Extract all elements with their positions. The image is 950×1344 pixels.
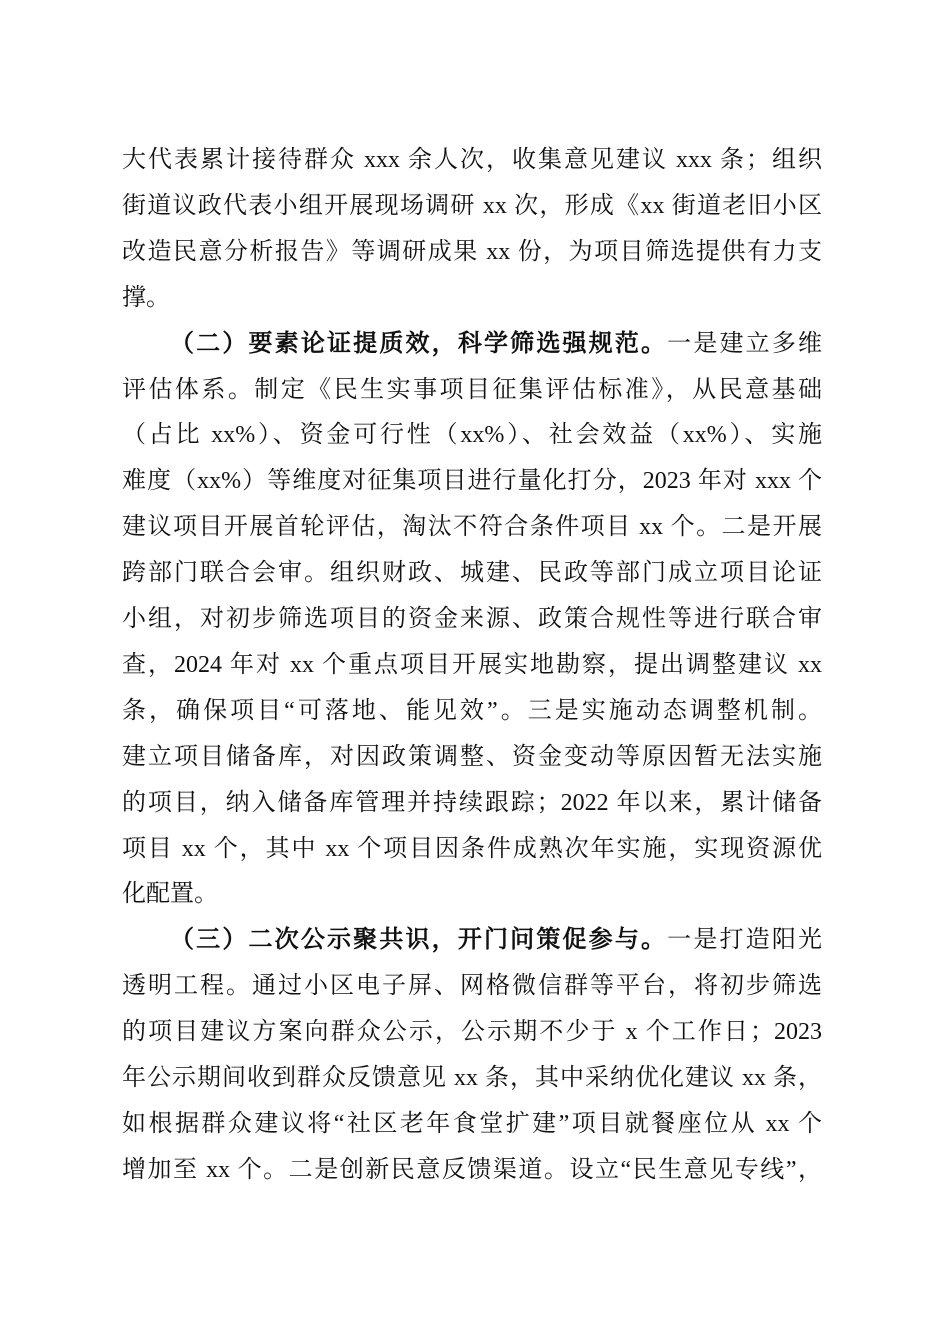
line-text: 撑。 bbox=[122, 284, 170, 311]
section-heading: （三）二次公示聚共识，开门问策促参与。 bbox=[170, 927, 668, 954]
line-text: 难度（xx%）等维度对征集项目进行量化打分，2023 年对 xxx 个 bbox=[122, 468, 822, 495]
line-text: 改造民意分析报告》等调研成果 xx 份，为项目筛选提供有力支 bbox=[122, 238, 822, 265]
paragraph-line bbox=[122, 1016, 822, 1048]
line-text: 查，2024 年对 xx 个重点项目开展实地勘察，提出调整建议 xx bbox=[122, 651, 822, 678]
line-text: 街道议政代表小组开展现场调研 xx 次，形成《xx 街道老旧小区 bbox=[122, 192, 822, 219]
paragraph-line bbox=[122, 190, 822, 222]
line-text: 一是建立多维 bbox=[667, 330, 823, 357]
paragraph-line bbox=[122, 557, 822, 589]
line-text: 的项目建议方案向群众公示，公示期不少于 x 个工作日；2023 bbox=[122, 1019, 822, 1046]
line-text: 建立项目储备库，对因政策调整、资金变动等原因暂无法实施 bbox=[122, 743, 822, 770]
paragraph-line bbox=[122, 878, 822, 910]
line-text: 如根据群众建议将“社区老年食堂扩建”项目就餐座位从 xx 个 bbox=[122, 1110, 822, 1137]
paragraph-line bbox=[122, 603, 822, 635]
line-text: 条，确保项目“可落地、能见效”。三是实施动态调整机制。 bbox=[122, 697, 822, 724]
paragraph-line bbox=[122, 695, 822, 727]
paragraph-line bbox=[122, 1154, 822, 1186]
line-text: 的项目，纳入储备库管理并持续跟踪；2022 年以来，累计储备 bbox=[122, 789, 822, 816]
line-text: 增加至 xx 个。二是创新民意反馈渠道。设立“民生意见专线”， bbox=[122, 1156, 822, 1183]
section-heading-line bbox=[170, 328, 822, 360]
paragraph-line bbox=[122, 465, 822, 497]
paragraph-line bbox=[122, 282, 822, 314]
paragraph-line bbox=[122, 236, 822, 268]
paragraph-line bbox=[122, 1108, 822, 1140]
line-text: 大代表累计接待群众 xxx 余人次，收集意见建议 xxx 条；组织 bbox=[122, 147, 822, 173]
line-text: 跨部门联合会审。组织财政、城建、民政等部门成立项目论证 bbox=[122, 560, 822, 587]
line-text: 年公示期间收到群众反馈意见 xx 条，其中采纳优化建议 xx 条， bbox=[122, 1065, 822, 1091]
line-text: 小组，对初步筛选项目的资金来源、政策合规性等进行联合审 bbox=[122, 606, 822, 632]
line-text: 一是打造阳光 bbox=[667, 927, 823, 954]
line-text: 评估体系。制定《民生实事项目征集评估标准》，从民意基础 bbox=[122, 376, 822, 403]
paragraph-line bbox=[122, 787, 822, 819]
paragraph-line bbox=[122, 970, 822, 1002]
line-text: 建议项目开展首轮评估，淘汰不符合条件项目 xx 个。二是开展 bbox=[122, 514, 822, 541]
line-text: 透明工程。通过小区电子屏、网格微信群等平台，将初步筛选 bbox=[122, 973, 822, 1000]
paragraph-line bbox=[122, 374, 822, 406]
paragraph-line bbox=[122, 833, 822, 865]
section-heading: （二）要素论证提质效，科学筛选强规范。 bbox=[170, 330, 668, 357]
line-text: 化配置。 bbox=[122, 881, 218, 908]
paragraph-line bbox=[122, 511, 822, 543]
paragraph-line bbox=[122, 419, 822, 451]
paragraph-line bbox=[122, 649, 822, 681]
paragraph-line bbox=[122, 144, 822, 176]
line-text: 项目 xx 个，其中 xx 个项目因条件成熟次年实施，实现资源优 bbox=[122, 835, 822, 862]
paragraph-line bbox=[122, 741, 822, 773]
paragraph-line bbox=[122, 1062, 822, 1094]
section-heading-line bbox=[170, 924, 822, 956]
line-text: （占比 xx%）、资金可行性（xx%）、社会效益（xx%）、实施 bbox=[122, 422, 822, 449]
